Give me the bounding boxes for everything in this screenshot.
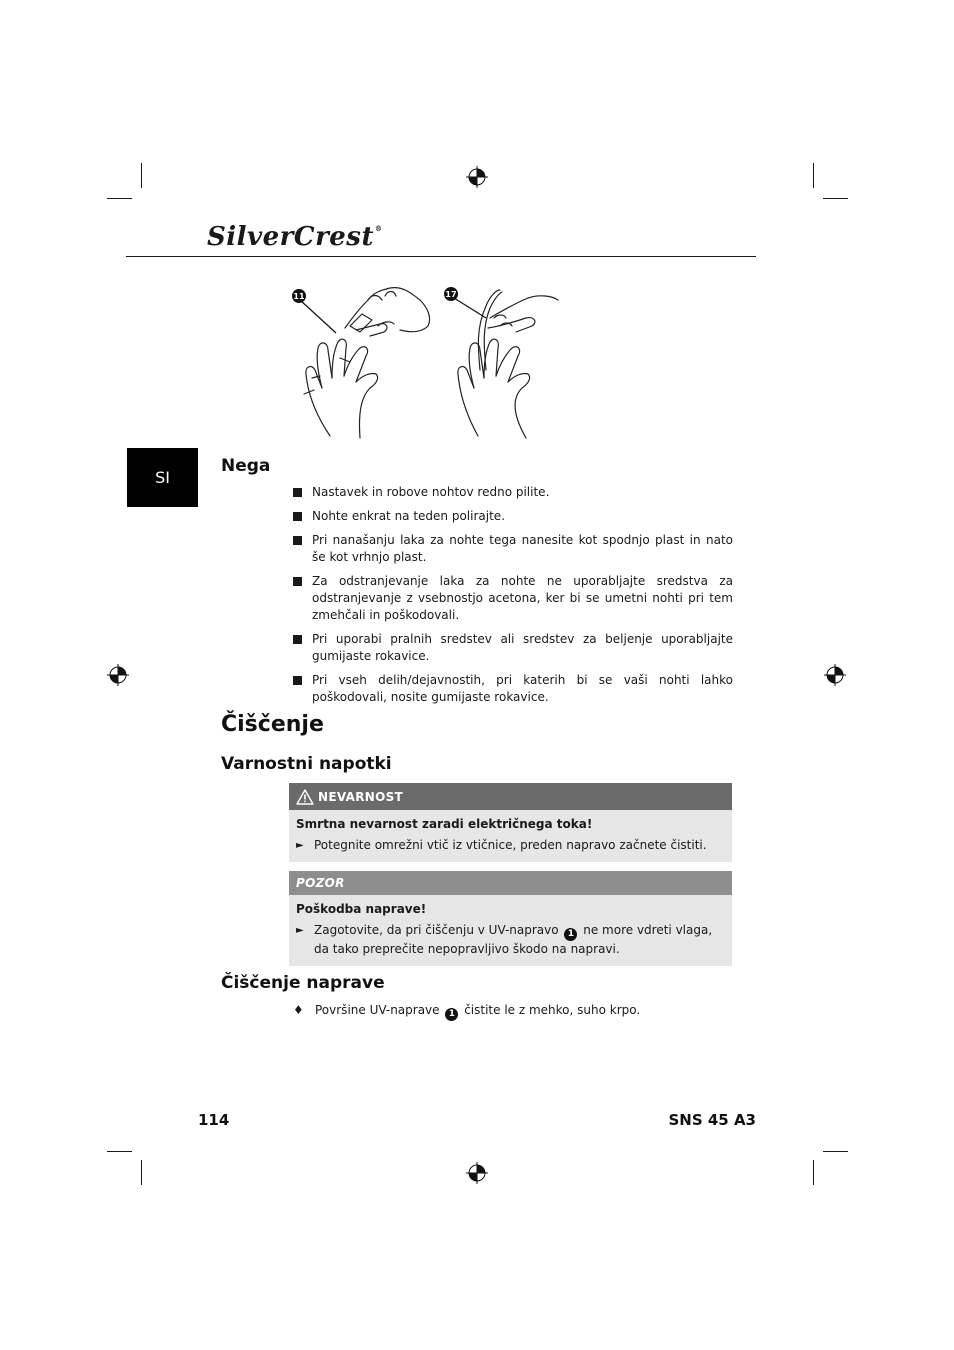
registration-mark-icon [824,664,846,686]
device-cleaning-step: ♦ Površine UV-naprave 1 čistite le z mehko, suho krpo. [293,1003,641,1019]
callout-11: 11 [293,292,305,301]
nega-list [292,484,733,713]
crop-mark [141,163,142,188]
list-item: Nohte enkrat na teden polirajte. [292,508,733,525]
danger-header: NEVARNOST [289,783,732,810]
model-number: SNS 45 A3 [668,1111,756,1129]
registration-mark-icon [107,664,129,686]
header-rule [126,256,756,257]
caution-header: POZOR [289,871,732,895]
square-bullet-icon [293,577,302,586]
arrow-bullet-icon: ► [296,925,304,936]
crop-mark [107,198,132,199]
list-item: Pri vseh delih/dejavnostih, pri katerih bi se vaši nohti lahko poškodovali, nosite gumijaste rokavice. [292,672,733,706]
list-item: Nastavek in robove nohtov redno pilite. [292,484,733,501]
callout-17: 17 [445,290,457,299]
caution-warning-box [289,871,732,966]
part-number-badge: 1 [564,928,577,941]
list-item: Pri uporabi pralnih sredstev ali sredstev za beljenje uporabljajte gumijaste rokavice. [292,631,733,665]
crop-mark [823,1151,848,1152]
nail-care-illustration [290,278,570,443]
crop-mark [813,1160,814,1185]
list-item: Pri nanašanju laka za nohte tega nanesite kot spodnjo plast in nato še kot vrhnjo plast. [292,532,733,566]
section-heading-safety: Varnostni napotki [221,754,392,774]
section-heading-device-cleaning: Čiščenje naprave [221,973,385,993]
danger-instruction: ► Potegnite omrežni vtič iz vtičnice, preden napravo začnete čistiti. [296,838,707,852]
square-bullet-icon [293,512,302,521]
danger-warning-box [289,783,732,862]
part-number-badge: 1 [445,1008,458,1021]
diamond-bullet-icon: ♦ [293,1003,304,1017]
crop-mark [813,163,814,188]
caution-instruction: ► Zagotovite, da pri čiščenju v UV-napravo 1 ne more vdreti vlaga, da tako preprečite nepopravljivo škodo na napravi. [296,923,713,956]
warning-triangle-icon [296,789,314,805]
caution-title: Poškodba naprave! [296,902,427,916]
arrow-bullet-icon: ► [296,840,304,851]
square-bullet-icon [293,488,302,497]
square-bullet-icon [293,536,302,545]
crop-mark [141,1160,142,1185]
registration-mark-icon [466,1162,488,1184]
language-tab: SI [127,448,198,507]
square-bullet-icon [293,635,302,644]
list-item: Za odstranjevanje laka za nohte ne uporabljajte sredstva za odstranjevanje z vsebnostjo acetona, ker bi se umetni nohti pri tem zmehčali in poškodovali. [292,573,733,624]
crop-mark [107,1151,132,1152]
danger-title: Smrtna nevarnost zaradi električnega toka! [296,817,593,831]
crop-mark [823,198,848,199]
square-bullet-icon [293,676,302,685]
chapter-heading-cleaning: Čiščenje [221,712,324,737]
page-number: 114 [198,1111,230,1129]
registration-mark-icon [466,166,488,188]
section-heading-nega: Nega [221,456,271,476]
brand-logo: SilverCrest® [207,222,383,252]
